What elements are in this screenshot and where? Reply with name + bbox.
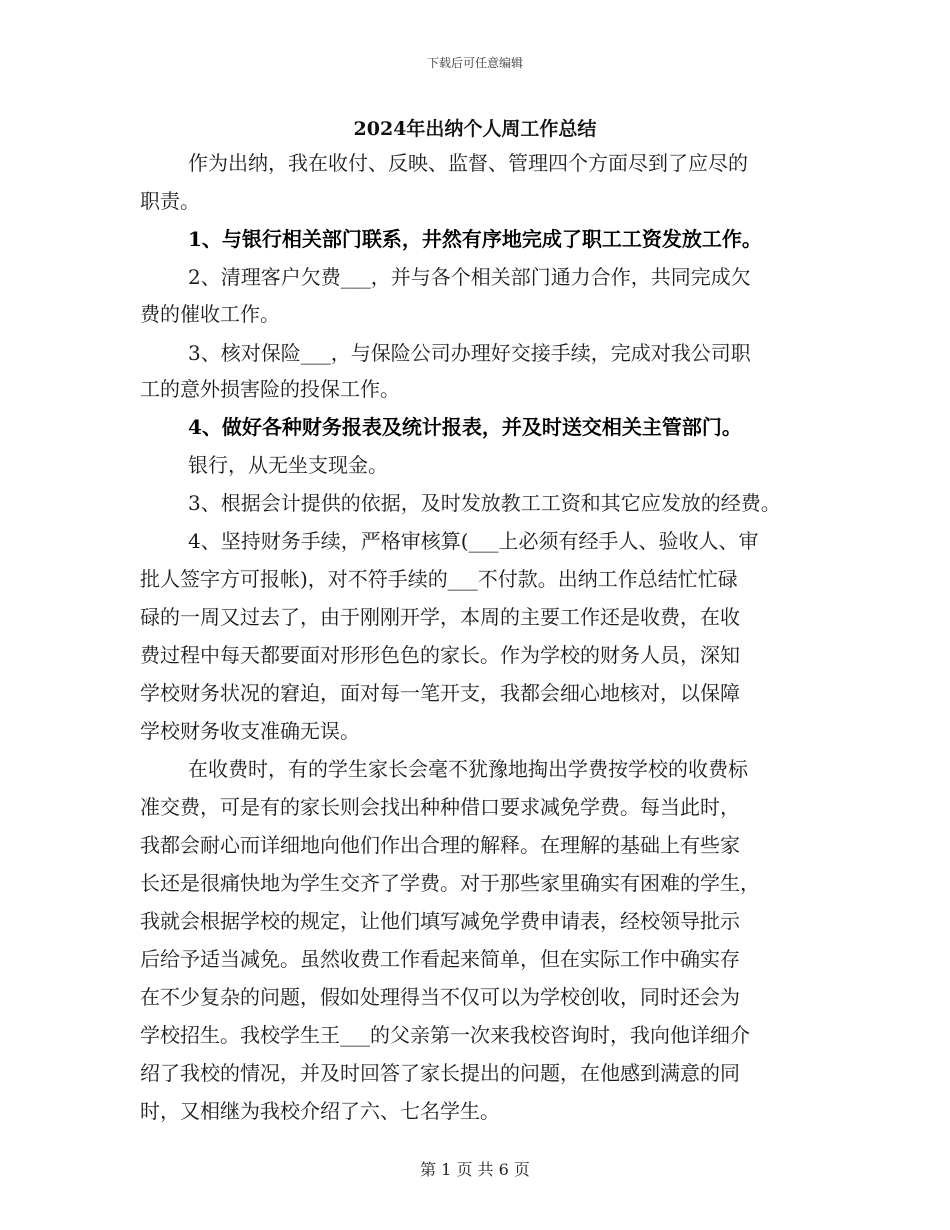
paragraph-line: 绍了我校的情况，并及时回答了家长提出的问题，在他感到满意的同 (140, 1061, 740, 1085)
paragraph-line: 批人签字方可报帐)，对不符手续的___不付款。出纳工作总结忙忙碌 (140, 567, 738, 591)
document-title: 2024年出纳个人周工作总结 (353, 118, 597, 140)
paragraph-line: 在收费时，有的学生家长会毫不犹豫地掏出学费按学校的收费标 (188, 757, 748, 781)
paragraph-line: 银行，从无坐支现金。 (188, 453, 388, 477)
paragraph-line: 费过程中每天都要面对形形色色的家长。作为学校的财务人员，深知 (140, 643, 740, 667)
header-note: 下载后可任意编辑 (426, 56, 523, 70)
paragraph-line: 2、清理客户欠费___，并与各个相关部门通力合作，共同完成欠 (188, 265, 751, 289)
paragraph-line: 4、坚持财务手续，严格审核算(___上必须有经手人、验收人、审 (188, 529, 759, 553)
paragraph-line: 我都会耐心而详细地向他们作出合理的解释。在理解的基础上有些家 (140, 833, 740, 857)
paragraph-line: 职责。 (140, 189, 200, 213)
paragraph-line: 在不少复杂的问题，假如处理得当不仅可以为学校创收，同时还会为 (140, 985, 740, 1009)
paragraph-line: 长还是很痛快地为学生交齐了学费。对于那些家里确实有困难的学生， (140, 871, 760, 895)
paragraph-line-bold: 4、做好各种财务报表及统计报表，并及时送交相关主管部门。 (188, 415, 742, 439)
paragraph-line: 时，又相继为我校介绍了六、七名学生。 (140, 1099, 500, 1123)
paragraph-line: 学校招生。我校学生王___的父亲第一次来我校咨询时，我向他详细介 (140, 1023, 750, 1047)
paragraph-line: 3、根据会计提供的依据，及时发放教工工资和其它应发放的经费。 (188, 491, 781, 515)
page-footer: 第 1 页 共 6 页 (420, 1160, 530, 1179)
paragraph-line: 作为出纳，我在收付、反映、监督、管理四个方面尽到了应尽的 (188, 151, 748, 175)
paragraph-line: 后给予适当减免。虽然收费工作看起来简单，但在实际工作中确实存 (140, 947, 740, 971)
paragraph-line: 我就会根据学校的规定，让他们填写减免学费申请表，经校领导批示 (140, 909, 740, 933)
paragraph-line: 碌的一周又过去了，由于刚刚开学，本周的主要工作还是收费，在收 (140, 605, 740, 629)
paragraph-line: 准交费，可是有的家长则会找出种种借口要求减免学费。每当此时， (140, 795, 740, 819)
paragraph-line: 学校财务状况的窘迫，面对每一笔开支，我都会细心地核对，以保障 (140, 681, 740, 705)
paragraph-line-bold: 1、与银行相关部门联系，井然有序地完成了职工工资发放工作。 (188, 227, 762, 251)
paragraph-line: 3、核对保险___，与保险公司办理好交接手续，完成对我公司职 (188, 341, 751, 365)
paragraph-line: 学校财务收支准确无误。 (140, 719, 360, 743)
paragraph-line: 工的意外损害险的投保工作。 (140, 377, 400, 401)
paragraph-line: 费的催收工作。 (140, 302, 280, 326)
